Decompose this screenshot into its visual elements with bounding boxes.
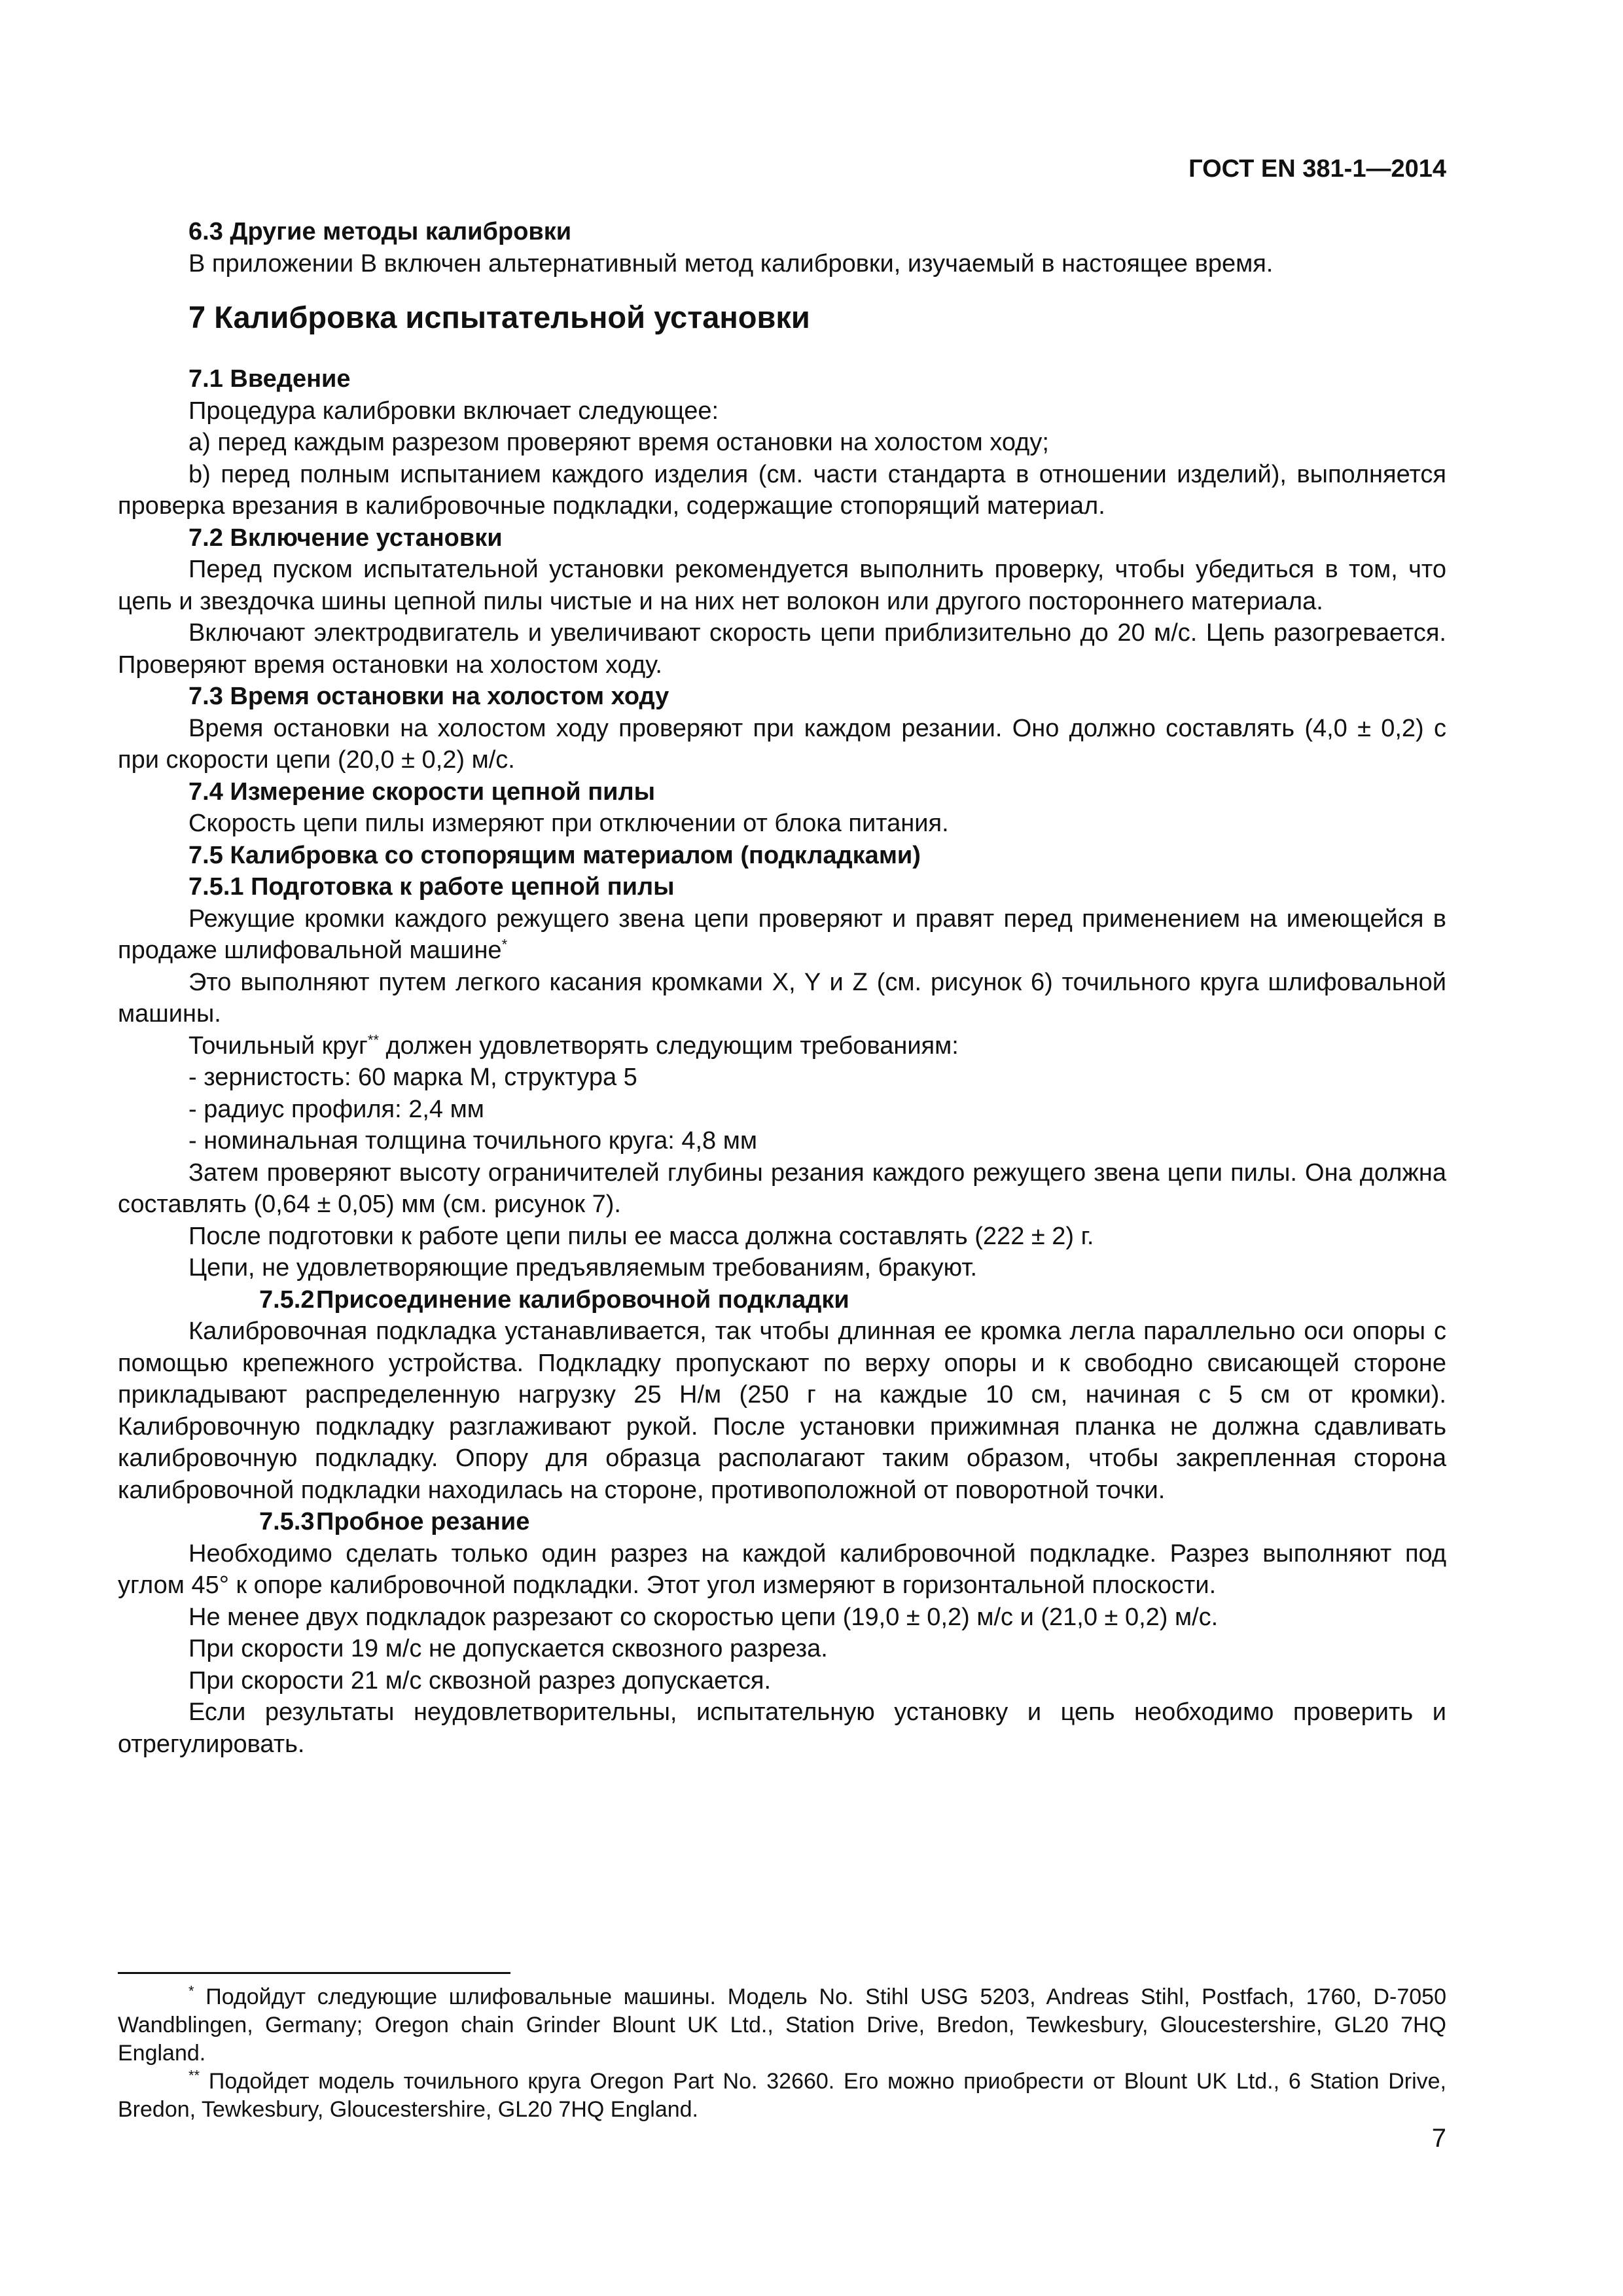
section-7-5-3-heading xyxy=(118,1506,1446,1538)
page-number: 7 xyxy=(1431,2124,1446,2153)
requirement-profile-radius: - радиус профиля: 2,4 мм xyxy=(188,1095,484,1123)
section-7-5-1-paragraph-3-start: Точильный круг xyxy=(188,1031,368,1060)
section-6-3-heading: 6.3 Другие методы калибровки xyxy=(188,218,572,245)
section-7-5-3-paragraph-5: Если результаты неудовлетворительны, испытательную установку и цепь необходимо проверить и отрегулировать. xyxy=(118,1698,1446,1758)
section-7-heading: 7 Калибровка испытательной установки xyxy=(188,300,810,334)
section-7-5-1-paragraph-5: После подготовки к работе цепи пилы ее масса должна составлять (222 ± 2) г. xyxy=(188,1222,1094,1250)
footnote-ref-1: * xyxy=(501,936,508,953)
section-7-5-1-heading: 7.5.1 Подготовка к работе цепной пилы xyxy=(188,873,675,901)
section-7-5-1-paragraph-2: Это выполняют путем легкого касания кромками X, Y и Z (см. рисунок 6) точильного круга шлифовальной машины. xyxy=(118,968,1446,1028)
section-7-5-3-paragraph-4: При скорости 21 м/с сквозной разрез допускается. xyxy=(188,1666,772,1695)
section-7-5-1-paragraph-3 xyxy=(118,1030,1446,1062)
footnote-2 xyxy=(118,2068,1446,2124)
section-7-1-item-a: a) перед каждым разрезом проверяют время остановки на холостом ходу; xyxy=(188,429,1049,456)
section-7-5-1-paragraph-3-end: должен удовлетворять следующим требованиям: xyxy=(378,1031,959,1060)
section-7-1-heading: 7.1 Введение xyxy=(188,365,351,393)
section-7-5-1-paragraph-4: Затем проверяют высоту ограничителей глубины резания каждого режущего звена цепи пилы. Она должна составлять (0,64 ± 0,05) мм (см. рисунок 7). xyxy=(118,1158,1446,1218)
section-7-5-2-heading xyxy=(118,1284,1446,1316)
section-7-5-2-title: Присоединение калибровочной подкладки xyxy=(316,1285,849,1314)
document-body xyxy=(118,216,1446,1760)
footnotes xyxy=(118,1983,1446,2124)
section-6-3-text: В приложении B включен альтернативный метод калибровки, изучаемый в настоящее время. xyxy=(188,249,1274,278)
footnote-ref-2: ** xyxy=(367,1031,379,1048)
section-7-5-1-paragraph-1-text: Режущие кромки каждого режущего звена цепи проверяют и правят перед применением на имеющейся в продаже шлифовальной машине xyxy=(118,905,1446,964)
section-7-5-2-paragraph: Калибровочная подкладка устанавливается, так чтобы длинная ее кромка легла параллельно оси опоры с помощью крепежного устройства. Подкладку пропускают по верху опоры и к свободно свисающей стороне прикладывают распределенную нагрузку 25 Н/м (250 г на каждые 10 см, начиная с 5 см от кромки). Калибровочную подкладку разглаживают рукой. После установки прижимная планка не должна сдавливать калибровочную подкладку. Опору для образца располагают таким образом, чтобы закрепленная сторона калибровочной подкладки находилась на стороне, противоположной от поворотной точки. xyxy=(118,1318,1446,1504)
section-7-5-3-title: Пробное резание xyxy=(316,1508,530,1535)
section-7-5-heading: 7.5 Калибровка со стопорящим материалом (подкладками) xyxy=(188,841,921,869)
section-7-5-3-paragraph-2: Не менее двух подкладок разрезают со скоростью цепи (19,0 ± 0,2) м/с и (21,0 ± 0,2) м/с. xyxy=(188,1603,1219,1631)
section-7-2-paragraph-1: Перед пуском испытательной установки рекомендуется выполнить проверку, чтобы убедиться в том, что цепь и звездочка шины цепной пилы чистые и на них нет волокон или другого постороннего материала. xyxy=(118,556,1446,615)
section-7-4-paragraph: Скорость цепи пилы измеряют при отключении от блока питания. xyxy=(188,810,949,837)
section-7-5-3-number: 7.5.3 xyxy=(259,1508,315,1535)
section-7-2-paragraph-2: Включают электродвигатель и увеличивают скорость цепи приблизительно до 20 м/с. Цепь разогревается. Проверяют время остановки на холостом ходу. xyxy=(118,619,1446,679)
requirement-grain: - зернистость: 60 марка M, структура 5 xyxy=(188,1064,637,1091)
section-7-1-intro: Процедура калибровки включает следующее: xyxy=(188,397,719,425)
section-7-3-paragraph: Время остановки на холостом ходу проверяют при каждом резании. Оно должно составлять (4,0 ± 0,2) с при скорости цепи (20,0 ± 0,2) м/с. xyxy=(118,714,1446,774)
footnote-1 xyxy=(118,1983,1446,2068)
footnote-separator xyxy=(118,1972,510,1974)
footnote-2-mark: ** xyxy=(188,2067,200,2084)
requirement-wheel-thickness: - номинальная толщина точильного круга: 4,8 мм xyxy=(188,1127,757,1155)
section-7-5-3-paragraph-1: Необходимо сделать только один разрез на каждой калибровочной подкладке. Разрез выполняют под углом 45° к опоре калибровочной подкладки. Этот угол измеряют в горизонтальной плоскости. xyxy=(118,1539,1446,1599)
section-7-5-3-paragraph-3: При скорости 19 м/с не допускается сквозного разреза. xyxy=(188,1635,828,1662)
section-7-2-heading: 7.2 Включение установки xyxy=(188,524,503,552)
section-7-5-1-paragraph-6: Цепи, не удовлетворяющие предъявляемым требованиям, бракуют. xyxy=(188,1254,978,1282)
section-7-1-item-b: b) перед полным испытанием каждого изделия (см. части стандарта в отношении изделий), выполняется проверка врезания в калибровочные подкладки, содержащие стопорящий материал. xyxy=(118,460,1446,520)
footnote-2-text: Подойдет модель точильного круга Oregon Part No. 32660. Его можно приобрести от Blount UK Ltd., 6 Station Drive, Bredon, Tewkesbury, Gloucestershire, GL20 7HQ England. xyxy=(118,2069,1446,2122)
section-7-5-2-number: 7.5.2 xyxy=(259,1285,315,1314)
section-7-4-heading: 7.4 Измерение скорости цепной пилы xyxy=(188,778,656,806)
section-7-5-1-paragraph-1 xyxy=(118,903,1446,967)
footnote-1-text: Подойдут следующие шлифовальные машины. Модель No. Stihl USG 5203, Andreas Stihl, Postfach, 1760, D-7050 Wandblingen, Germany; Oregon chain Grinder Blount UK Ltd., Station Drive, Bredon, Tewkesbury, Gloucestershire, GL20 7HQ England. xyxy=(118,1984,1446,2066)
document-header-id: ГОСТ EN 381-1—2014 xyxy=(1188,155,1446,183)
section-7-3-heading: 7.3 Время остановки на холостом ходу xyxy=(188,683,669,710)
footnote-1-mark: * xyxy=(188,1982,194,2000)
